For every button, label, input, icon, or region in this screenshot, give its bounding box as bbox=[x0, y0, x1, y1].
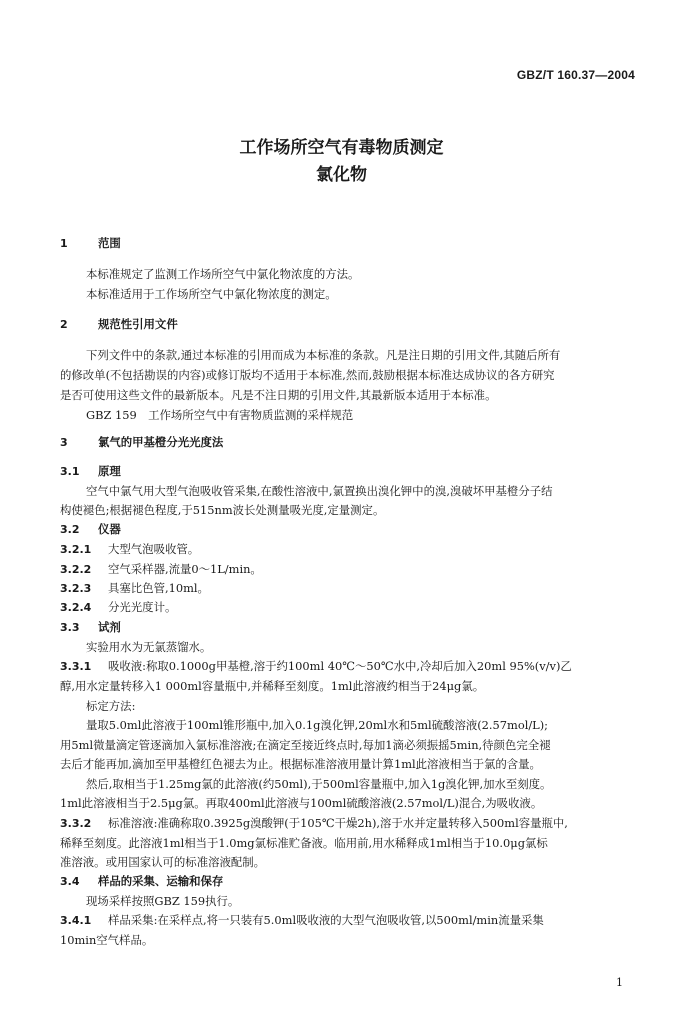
clause-text: 具塞比色管,10ml。 bbox=[108, 581, 209, 595]
paragraph-line: 本标准适用于工作场所空气中氯化物浓度的测定。 bbox=[86, 287, 337, 301]
clause-line bbox=[60, 562, 645, 577]
reference-item: GBZ 159 工作场所空气中有害物质监测的采样规范 bbox=[86, 408, 354, 422]
paragraph-line: 10min空气样品。 bbox=[60, 933, 154, 947]
clause-number: 3.2.4 bbox=[60, 601, 92, 614]
section-number: 3 bbox=[60, 436, 68, 449]
section-title: 规范性引用文件 bbox=[97, 317, 178, 331]
subsection-title: 仪器 bbox=[97, 522, 121, 536]
subsection-heading bbox=[60, 522, 645, 537]
subsection-title: 试剂 bbox=[97, 620, 121, 634]
paragraph-line: 去后才能再加,滴加至甲基橙红色褪去为止。根据标准溶液用量计算1ml此溶液相当于氯的含量。 bbox=[60, 757, 541, 771]
clause-number: 3.4.1 bbox=[60, 914, 92, 927]
paragraph-line: 量取5.0ml此溶液于100ml锥形瓶中,加入0.1g溴化钾,20ml水和5ml硫酸溶液(2.57mol/L); bbox=[86, 718, 549, 732]
clause-text: 大型气泡吸收管。 bbox=[108, 542, 200, 556]
clause-number: 3.2.2 bbox=[60, 563, 92, 576]
clause-text: 分光光度计。 bbox=[108, 600, 177, 614]
subsection-heading bbox=[60, 464, 645, 479]
page-title: 工作场所空气有毒物质测定 bbox=[239, 138, 444, 158]
subsection-title: 原理 bbox=[97, 464, 121, 478]
paragraph-line: 实验用水为无氯蒸馏水。 bbox=[86, 640, 212, 654]
subsection-number: 3.1 bbox=[60, 465, 80, 478]
subsection-number: 3.2 bbox=[60, 523, 80, 536]
clause-line bbox=[60, 913, 645, 928]
clause-number: 3.3.2 bbox=[60, 817, 92, 830]
clause-text: 样品采集:在采样点,将一只装有5.0ml吸收液的大型气泡吸收管,以500ml/min流量采集 bbox=[108, 913, 544, 927]
section-number: 1 bbox=[60, 237, 68, 250]
paragraph-line: 醇,用水定量转移入1 000ml容量瓶中,并稀释至刻度。1ml此溶液约相当于24μg氯。 bbox=[60, 679, 485, 693]
clause-number: 3.2.3 bbox=[60, 582, 92, 595]
section-heading bbox=[60, 435, 645, 450]
clause-text: 吸收液:称取0.1000g甲基橙,溶于约100ml 40℃～50℃水中,冷却后加入20ml 95%(v/v)乙 bbox=[108, 659, 572, 673]
paragraph-line: 下列文件中的条款,通过本标准的引用而成为本标准的条款。凡是注日期的引用文件,其随后所有 bbox=[86, 348, 561, 362]
paragraph-line: 然后,取相当于1.25mg氯的此溶液(约50ml),于500ml容量瓶中,加入1g溴化钾,加水至刻度。 bbox=[86, 777, 552, 791]
clause-line bbox=[60, 542, 645, 557]
clause-line bbox=[60, 581, 645, 596]
subsection-number: 3.4 bbox=[60, 875, 80, 888]
subsection-number: 3.3 bbox=[60, 621, 80, 634]
paragraph-line: 构使褪色;根据褪色程度,于515nm波长处测量吸光度,定量测定。 bbox=[60, 503, 385, 517]
clause-number: 3.3.1 bbox=[60, 660, 92, 673]
clause-number: 3.2.1 bbox=[60, 543, 92, 556]
paragraph-line: 是否可使用这些文件的最新版本。凡是不注日期的引用文件,其最新版本适用于本标准。 bbox=[60, 388, 497, 402]
page-subtitle: 氯化物 bbox=[316, 165, 367, 185]
subsection-heading bbox=[60, 874, 645, 889]
section-heading bbox=[60, 236, 645, 251]
paragraph-line: 用5ml微量滴定管逐滴加入氯标准溶液;在滴定至接近终点时,每加1滴必须振摇5min,待颜色完全褪 bbox=[60, 738, 551, 752]
paragraph-line: 准溶液。或用国家认可的标准溶液配制。 bbox=[60, 855, 266, 869]
paragraph-line: 现场采样按照GBZ 159执行。 bbox=[86, 894, 240, 908]
subsection-heading bbox=[60, 620, 645, 635]
subsection-title: 样品的采集、运输和保存 bbox=[97, 874, 224, 888]
paragraph-line: 本标准规定了监测工作场所空气中氯化物浓度的方法。 bbox=[86, 267, 360, 281]
standard-code: GBZ/T 160.37—2004 bbox=[516, 68, 635, 82]
clause-line bbox=[60, 659, 645, 674]
clause-line bbox=[60, 816, 645, 831]
paragraph-line: 标定方法: bbox=[86, 699, 136, 713]
clause-line bbox=[60, 600, 645, 615]
clause-text: 空气采样器,流量0～1L/min。 bbox=[108, 562, 262, 576]
section-title: 范围 bbox=[97, 236, 121, 250]
section-heading bbox=[60, 317, 645, 332]
clause-text: 标准溶液:准确称取0.3925g溴酸钾(于105℃干燥2h),溶于水并定量转移入500ml容量瓶中, bbox=[108, 816, 568, 830]
paragraph-line: 空气中氯气用大型气泡吸收管采集,在酸性溶液中,氯置换出溴化钾中的溴,溴破坏甲基橙分子结 bbox=[86, 484, 553, 498]
section-number: 2 bbox=[60, 318, 68, 331]
page-number: 1 bbox=[616, 976, 623, 989]
section-title: 氯气的甲基橙分光光度法 bbox=[97, 435, 224, 449]
paragraph-line: 稀释至刻度。此溶液1ml相当于1.0mg氯标准贮备液。临用前,用水稀释成1ml相当于10.0μg氯标 bbox=[60, 836, 548, 850]
paragraph-line: 的修改单(不包括勘误的内容)或修订版均不适用于本标准,然而,鼓励根据本标准达成协议的各方研究 bbox=[60, 368, 555, 382]
paragraph-line: 1ml此溶液相当于2.5μg氯。再取400ml此溶液与100ml硫酸溶液(2.57mol/L)混合,为吸收液。 bbox=[60, 796, 543, 810]
